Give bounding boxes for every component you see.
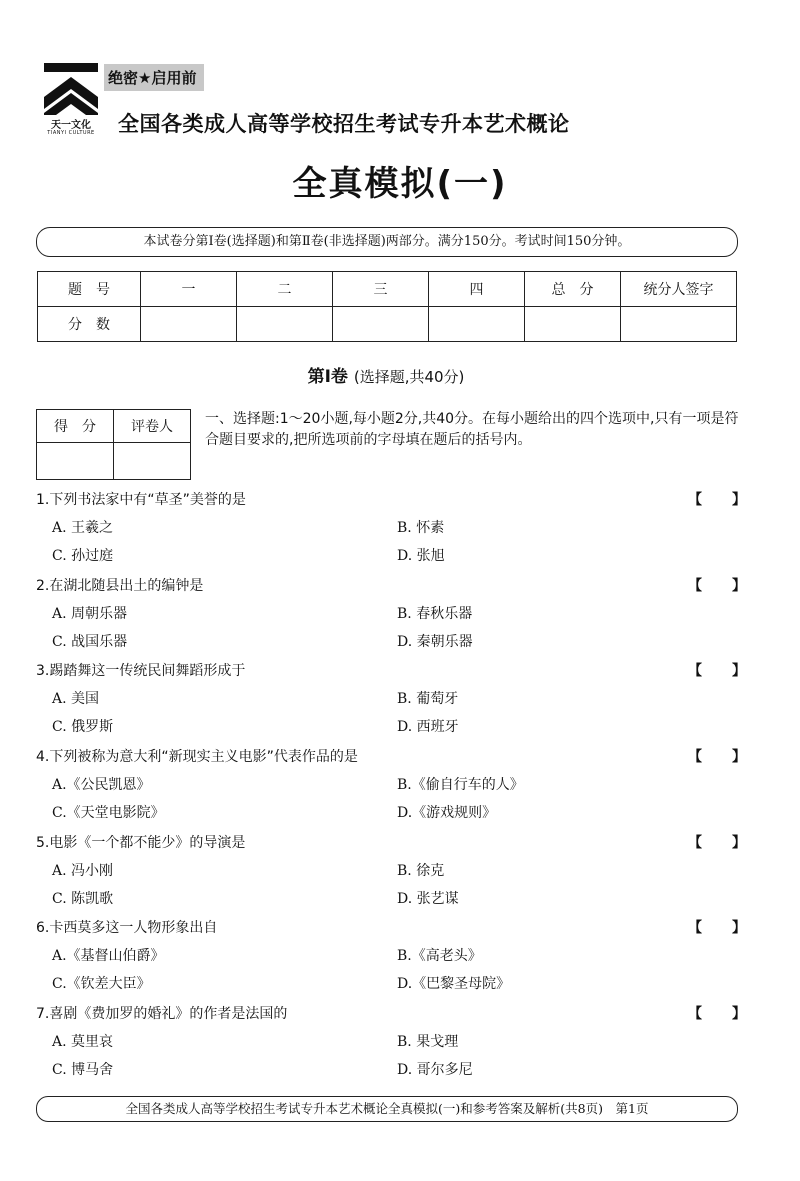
score-cell — [333, 307, 429, 342]
question-stem: 4.下列被称为意大利“新现实主义电影”代表作品的是 — [36, 749, 358, 765]
option-a: A.《基督山伯爵》 — [52, 948, 165, 964]
score-row-label: 分 数 — [38, 307, 141, 342]
grader-name-cell — [114, 443, 191, 480]
option-c: C.《天堂电影院》 — [52, 805, 165, 821]
score-cell — [621, 307, 737, 342]
answer-bracket: 【】 — [688, 492, 776, 508]
question-stem: 2.在湖北随县出土的编钟是 — [36, 578, 204, 594]
answer-bracket: 【】 — [688, 920, 776, 936]
option-a: A.《公民凯恩》 — [52, 777, 151, 793]
section-title-main: 第Ⅰ卷 — [307, 367, 348, 387]
option-c: C.《钦差大臣》 — [52, 976, 151, 992]
option-c: C. 陈凯歌 — [52, 891, 114, 907]
score-header-cell: 题 号 — [38, 272, 141, 307]
section-title-detail: (选择题,共40分) — [353, 368, 465, 386]
grader-table — [36, 409, 191, 480]
score-header-cell: 总 分 — [525, 272, 621, 307]
score-table-header-row — [38, 272, 737, 307]
answer-bracket: 【】 — [688, 835, 776, 851]
score-cell — [237, 307, 333, 342]
option-b: B.《偷自行车的人》 — [397, 777, 524, 793]
question-stem: 7.喜剧《费加罗的婚礼》的作者是法国的 — [36, 1006, 288, 1022]
option-b: B. 葡萄牙 — [397, 691, 459, 707]
option-a: A. 莫里哀 — [52, 1034, 114, 1050]
option-d: D. 张旭 — [397, 548, 445, 564]
score-header-cell: 统分人签字 — [621, 272, 737, 307]
score-cell — [525, 307, 621, 342]
option-a: A. 美国 — [52, 691, 100, 707]
answer-bracket: 【】 — [688, 1006, 776, 1022]
logo-name: 天一文化 — [51, 120, 91, 131]
answer-bracket: 【】 — [688, 663, 776, 679]
score-cell — [429, 307, 525, 342]
score-header-cell: 四 — [429, 272, 525, 307]
option-d: D. 张艺谋 — [397, 891, 459, 907]
option-d: D.《巴黎圣母院》 — [397, 976, 511, 992]
score-table-row — [38, 307, 737, 342]
grader-score-cell — [37, 443, 114, 480]
option-d: D. 哥尔多尼 — [397, 1062, 473, 1078]
exam-title: 全国各类成人高等学校招生考试专升本艺术概论 — [118, 112, 570, 136]
option-b: B.《高老头》 — [397, 948, 482, 964]
option-d: D. 西班牙 — [397, 719, 459, 735]
answer-bracket: 【】 — [688, 578, 776, 594]
answer-bracket: 【】 — [688, 749, 776, 765]
grader-score-label: 得 分 — [37, 410, 114, 443]
option-a: A. 周朝乐器 — [52, 606, 128, 622]
question-stem: 5.电影《一个都不能少》的导演是 — [36, 835, 246, 851]
option-c: C. 博马舍 — [52, 1062, 114, 1078]
score-header-cell: 一 — [141, 272, 237, 307]
option-c: C. 孙过庭 — [52, 548, 114, 564]
question-stem: 6.卡西莫多这一人物形象出自 — [36, 920, 218, 936]
exam-note: 本试卷分第Ⅰ卷(选择题)和第Ⅱ卷(非选择题)两部分。满分150分。考试时间150分钟。 — [36, 227, 738, 257]
option-c: C. 俄罗斯 — [52, 719, 114, 735]
option-b: B. 徐克 — [397, 863, 445, 879]
score-header-cell: 二 — [237, 272, 333, 307]
exam-subtitle: 全真模拟(一) — [292, 164, 508, 204]
grader-label: 评卷人 — [114, 410, 191, 443]
option-c: C. 战国乐器 — [52, 634, 128, 650]
score-table — [37, 271, 737, 342]
option-b: B. 春秋乐器 — [397, 606, 473, 622]
page-footer: 全国各类成人高等学校招生考试专升本艺术概论全真模拟(一)和参考答案及解析(共8页) 第1页 — [36, 1096, 738, 1122]
option-b: B. 果戈理 — [397, 1034, 459, 1050]
option-b: B. 怀素 — [397, 520, 445, 536]
section-instructions: 一、选择题:1～20小题,每小题2分,共40分。在每小题给出的四个选项中,只有一项是符合题目要求的,把所选项前的字母填在题后的括号内。 — [205, 411, 739, 448]
logo-subtitle: TIANYI CULTURE — [47, 130, 95, 136]
question-stem: 1.下列书法家中有“草圣”美誉的是 — [36, 492, 246, 508]
question-stem: 3.踢踏舞这一传统民间舞蹈形成于 — [36, 663, 246, 679]
option-d: D.《游戏规则》 — [397, 805, 497, 821]
option-a: A. 王羲之 — [52, 520, 114, 536]
score-header-cell: 三 — [333, 272, 429, 307]
option-a: A. 冯小刚 — [52, 863, 114, 879]
score-cell — [141, 307, 237, 342]
option-d: D. 秦朝乐器 — [397, 634, 473, 650]
section-title — [0, 362, 772, 387]
secret-label: 绝密★启用前 — [104, 64, 204, 91]
